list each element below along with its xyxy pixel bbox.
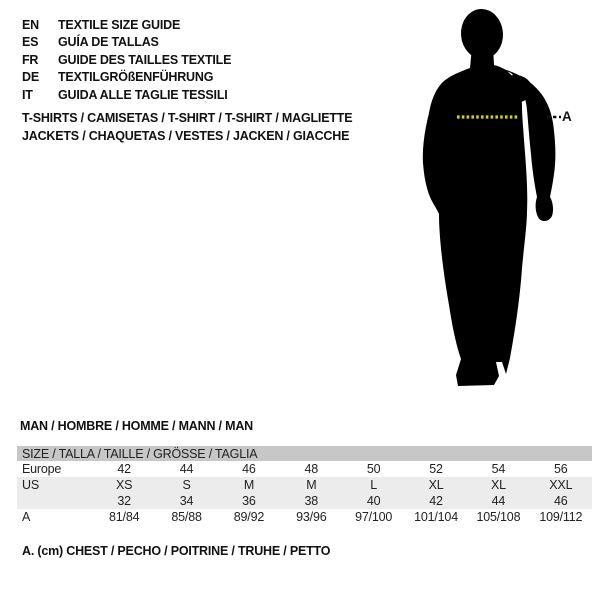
table-cell: 109/112 xyxy=(539,510,583,524)
table-cell: 46 xyxy=(242,462,256,476)
table-cell: 38 xyxy=(304,494,319,508)
table-cell: XS xyxy=(116,478,133,492)
table-header: SIZE / TALLA / TAILLE / GRÖSSE / TAGLIA xyxy=(17,446,592,461)
section-title-man: MAN / HOMBRE / HOMME / MANN / MAN xyxy=(20,419,253,433)
list-item xyxy=(22,34,231,52)
measure-label-a: A xyxy=(562,109,572,124)
man-silhouette-figure xyxy=(395,5,580,395)
table-row-us xyxy=(17,477,592,493)
row-label: Europe xyxy=(22,462,62,476)
table-cell: 105/108 xyxy=(476,510,521,524)
list-item xyxy=(22,86,231,104)
measurement-footnote: A. (cm) CHEST / PECHO / POITRINE / TRUHE / PETTO xyxy=(22,544,331,558)
table-cell: 93/96 xyxy=(296,510,327,524)
garment-categories xyxy=(22,110,352,145)
table-cell: 85/88 xyxy=(171,510,202,524)
table-cell: L xyxy=(370,478,378,492)
language-label: GUIDE DES TAILLES TEXTILE xyxy=(58,52,232,67)
table-cell: 89/92 xyxy=(233,510,265,524)
row-label: US xyxy=(22,478,39,492)
language-label: TEXTILGRÖßENFÜHRUNG xyxy=(58,70,214,85)
language-label: TEXTILE SIZE GUIDE xyxy=(58,17,181,32)
list-item xyxy=(22,51,231,69)
man-shoulder xyxy=(498,75,532,103)
table-cell: XL xyxy=(490,478,506,492)
table-cell: 54 xyxy=(491,462,506,476)
table-row-europe xyxy=(17,461,592,477)
row-label: A xyxy=(22,510,31,524)
row-label xyxy=(17,493,93,509)
language-label: GUÍA DE TALLAS xyxy=(58,35,159,50)
list-item xyxy=(22,16,231,34)
table-cell: 56 xyxy=(554,462,568,476)
table-cell: XL xyxy=(428,478,444,492)
table-cell: 46 xyxy=(554,494,568,508)
table-cell: 50 xyxy=(366,462,381,476)
table-header-row xyxy=(17,446,592,461)
size-table xyxy=(17,446,592,525)
table-cell: 42 xyxy=(429,494,443,508)
table-cell: 36 xyxy=(242,494,256,508)
list-item xyxy=(22,69,231,87)
table-cell: S xyxy=(182,478,191,492)
table-cell: 52 xyxy=(429,462,443,476)
language-guide-list xyxy=(22,16,231,104)
language-code: IT xyxy=(22,87,33,102)
table-cell: 32 xyxy=(117,494,131,508)
table-cell: M xyxy=(243,478,255,492)
table-cell: 44 xyxy=(179,462,194,476)
category-jackets: JACKETS / CHAQUETAS / VESTES / JACKEN / GIACCHE xyxy=(22,128,350,143)
table-cell: 97/100 xyxy=(355,510,393,524)
category-tshirts: T-SHIRTS / CAMISETAS / T-SHIRT / T-SHIRT / MAGLIETTE xyxy=(22,111,353,125)
table-cell: 44 xyxy=(491,494,506,508)
table-cell: M xyxy=(306,478,317,492)
table-cell: 40 xyxy=(366,494,381,508)
table-row-chest xyxy=(17,509,592,525)
table-cell: 48 xyxy=(304,462,319,476)
language-code: DE xyxy=(22,70,39,85)
language-label: GUIDA ALLE TAGLIE TESSILI xyxy=(58,87,228,102)
table-cell: XXL xyxy=(549,478,573,492)
table-cell: 34 xyxy=(179,494,194,508)
language-code: ES xyxy=(22,35,39,50)
table-cell: 42 xyxy=(117,462,131,476)
table-cell: 101/104 xyxy=(414,510,458,524)
table-row-uk xyxy=(17,493,592,509)
language-code: FR xyxy=(22,52,39,67)
table-cell: 81/84 xyxy=(109,510,140,524)
language-code: EN xyxy=(22,17,39,32)
